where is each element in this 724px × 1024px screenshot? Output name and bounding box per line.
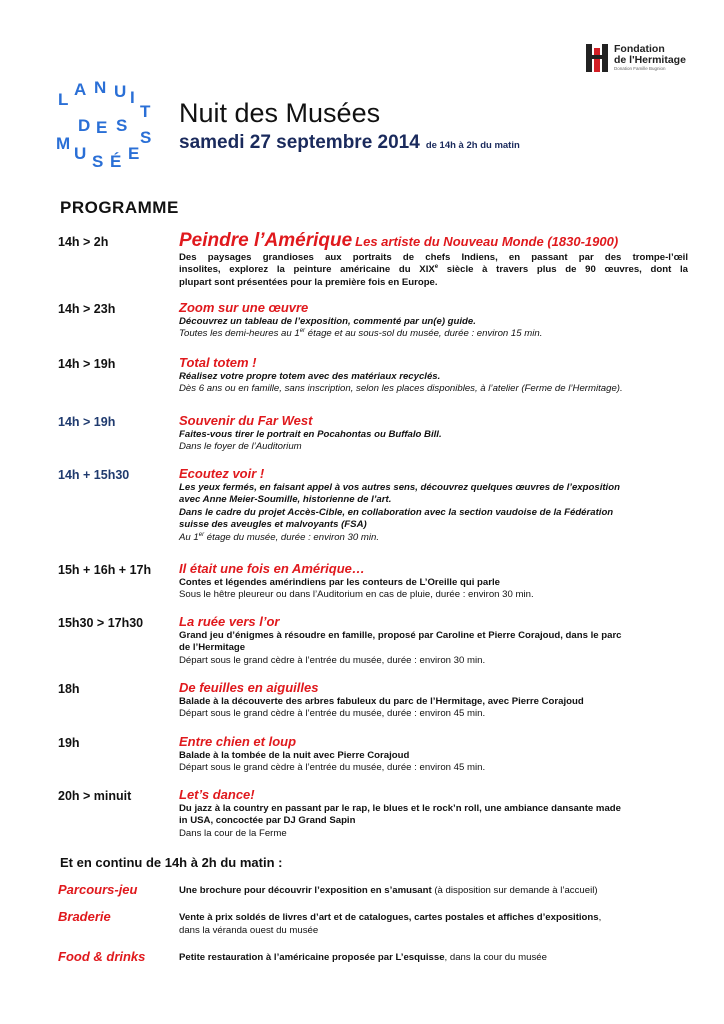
- logo-letter: M: [56, 134, 71, 153]
- entry-title-main: Peindre l’Amérique: [179, 230, 353, 251]
- entry-line: avec Anne Meier-Soumille, historienne de l’art.: [179, 494, 392, 506]
- entry-line: insolites, explorez la peinture américaine du XIXe siècle à travers plus de 90 œuvres, dont la: [179, 264, 688, 276]
- logo-letter: T: [140, 102, 151, 121]
- entry-line: Départ sous le grand cèdre à l’entrée du musée, durée : environ 45 min.: [179, 708, 486, 720]
- entry-title: De feuilles en aiguilles: [179, 680, 319, 695]
- continuous-item-text: Une brochure pour découvrir l’exposition en s’amusant (à disposition sur demande à l’accueil): [179, 885, 598, 896]
- entry-title: Souvenir du Far West: [179, 413, 313, 428]
- entry-line: Départ sous le grand cèdre à l’entrée du musée, durée : environ 30 min.: [179, 654, 486, 666]
- entry-line: Contes et légendes amérindiens par les conteurs de L’Oreille qui parle: [179, 577, 500, 588]
- entry-line: Dès 6 ans ou en famille, sans inscription, selon les places disponibles, à l’atelier (Ferme de l’Hermitage).: [179, 383, 623, 395]
- logo-letter: A: [74, 80, 87, 99]
- logo-letter: S: [116, 116, 128, 135]
- entry-line: Du jazz à la country en passant par le rap, le blues et le rock’n roll, une ambiance dansante made: [179, 803, 621, 814]
- entry-title: Entre chien et loup: [179, 734, 297, 749]
- continuous-item-text: Vente à prix soldés de livres d’art et de catalogues, cartes postales et affiches d’expositions, dans la véranda ouest du musée: [179, 912, 602, 936]
- programme-heading: PROGRAMME: [60, 198, 179, 217]
- fondation-hermitage-logo: [586, 44, 686, 72]
- entry-line: Au 1er étage du musée, durée : environ 30 min.: [179, 531, 380, 543]
- entry-time: 14h > 23h: [58, 302, 116, 316]
- entry-line: Découvrez un tableau de l’exposition, commenté par un(e) guide.: [179, 316, 476, 327]
- entry-line: Réalisez votre propre totem avec des matériaux recyclés.: [179, 371, 441, 382]
- continuous-item-label: Parcours-jeu: [58, 882, 138, 897]
- entry-line: Balade à la tombée de la nuit avec Pierre Corajoud: [179, 750, 410, 761]
- entry-line: Grand jeu d’énigmes à résoudre en famille, proposé par Caroline et Pierre Corajoud, dans le parc: [179, 630, 622, 641]
- entry-line: in USA, concoctée par DJ Grand Sapin: [179, 815, 356, 827]
- entry-time: 19h: [58, 736, 80, 750]
- org-name-line3: Donation Famille Bugnion: [614, 66, 666, 72]
- logo-letter: U: [114, 82, 127, 101]
- entry-title: [179, 231, 688, 252]
- event-date-text: samedi 27 septembre 2014: [179, 132, 420, 153]
- entry-line: Dans la cour de la Ferme: [179, 827, 287, 839]
- entry-line: Des paysages grandioses aux portraits de chefs Indiens, en passant par des trompe-l’œil: [179, 252, 688, 263]
- logo-letter: N: [94, 78, 107, 97]
- entry-time: 14h > 19h: [58, 357, 116, 371]
- entry-title: Let’s dance!: [179, 787, 255, 802]
- event-hours: de 14h à 2h du matin: [425, 140, 520, 151]
- entry-title: La ruée vers l’or: [179, 614, 280, 629]
- entry-line: plupart sont présentées pour la première fois en Europe.: [179, 276, 438, 288]
- entry-title: Ecoutez voir !: [179, 466, 265, 481]
- continuous-item-text: Petite restauration à l’américaine proposée par L’esquisse, dans la cour du musée: [179, 952, 547, 963]
- logo-letter: D: [78, 116, 91, 135]
- event-date: [179, 132, 520, 154]
- logo-letter: E: [96, 118, 108, 137]
- entry-time: 14h > 2h: [58, 235, 109, 249]
- entry-line: Faites-vous tirer le portrait en Pocahontas ou Buffalo Bill.: [179, 429, 442, 440]
- logo-letter: É: [110, 152, 122, 171]
- entry-line: de l’Hermitage: [179, 642, 246, 654]
- continuous-item-label: Braderie: [58, 909, 111, 924]
- org-name-line1: Fondation: [614, 43, 665, 55]
- logo-letter: L: [58, 90, 69, 109]
- hermitage-mark-icon: [586, 44, 608, 72]
- entry-line: suisse des aveugles et malvoyants (FSA): [179, 519, 367, 531]
- entry-subtitle: Les artiste du Nouveau Monde (1830-1900): [355, 234, 619, 249]
- entry-line: Toutes les demi-heures au 1er étage et au sous-sol du musée, durée : environ 15 min.: [179, 328, 543, 340]
- entry-time: 14h > 19h: [58, 415, 116, 429]
- entry-line: Balade à la découverte des arbres fabuleux du parc de l’Hermitage, avec Pierre Corajoud: [179, 696, 584, 707]
- page-title: Nuit des Musées: [179, 98, 381, 128]
- entry-title: Total totem !: [179, 355, 257, 370]
- logo-letter: E: [128, 144, 140, 163]
- logo-letter: S: [140, 128, 152, 147]
- entry-time: 15h30 > 17h30: [58, 616, 144, 630]
- entry-line: Départ sous le grand cèdre à l’entrée du musée, durée : environ 45 min.: [179, 762, 486, 774]
- entry-time: 15h + 16h + 17h: [58, 563, 152, 577]
- entry-line: Dans le cadre du projet Accès-Cible, en collaboration avec la section vaudoise de la Fédération: [179, 506, 614, 518]
- entry-time: 20h > minuit: [58, 789, 132, 803]
- logo-letter: S: [92, 152, 104, 171]
- entry-title: Zoom sur une œuvre: [179, 300, 309, 315]
- continuous-item-label: Food & drinks: [58, 949, 146, 964]
- org-name-line2: de l'Hermitage: [614, 54, 686, 67]
- entry-title: Il était une fois en Amérique…: [179, 561, 365, 576]
- entry-line: Sous le hêtre pleureur ou dans l’Auditorium en cas de pluie, durée : environ 30 min.: [179, 589, 534, 601]
- continuous-heading: Et en continu de 14h à 2h du matin :: [60, 855, 283, 870]
- entry-time: 18h: [58, 682, 80, 696]
- nuit-des-musees-logo: [54, 76, 164, 176]
- logo-letter: U: [74, 144, 87, 163]
- entry-line: Les yeux fermés, en faisant appel à vos autres sens, découvrez quelques œuvres de l’exposition: [179, 482, 620, 493]
- entry-line: Dans le foyer de l’Auditorium: [179, 441, 302, 453]
- entry-time: 14h + 15h30: [58, 468, 130, 482]
- logo-letter: I: [130, 88, 135, 107]
